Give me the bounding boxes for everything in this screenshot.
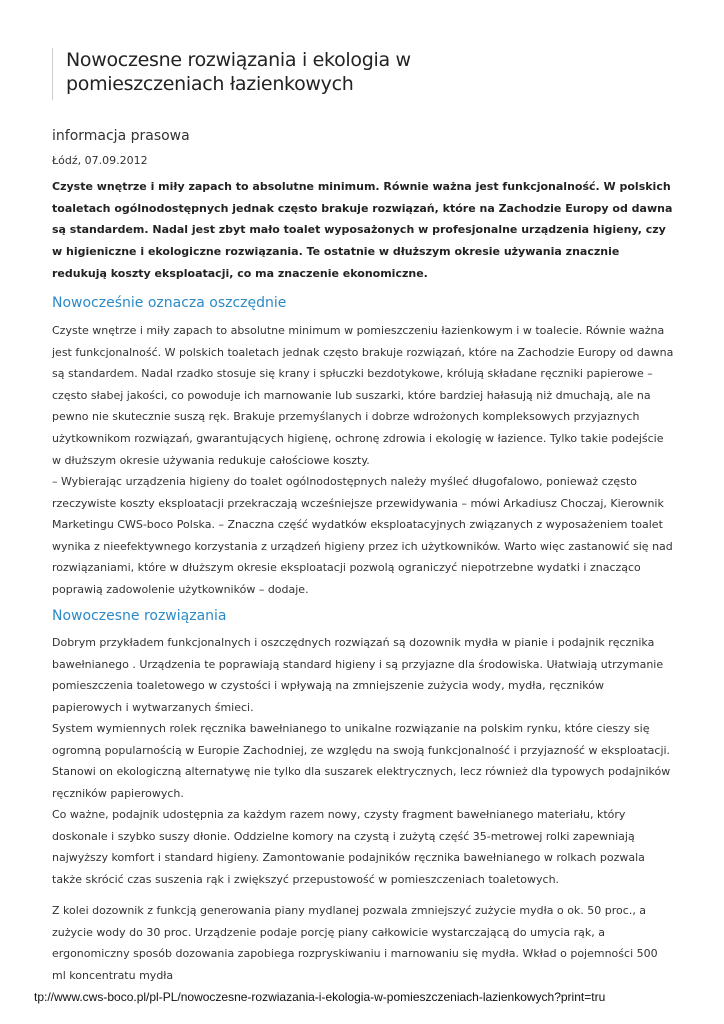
title-line-2: pomieszczeniach łazienkowych bbox=[66, 73, 354, 95]
title-block bbox=[52, 48, 674, 100]
article-date: Łódź, 07.09.2012 bbox=[52, 154, 148, 167]
section-1-paragraph-2: – Wybierając urządzenia higieny do toalet ogólnodostępnych należy myśleć długofalowo, ponieważ często rzeczywiste koszty eksploatacji przekraczają wcześniejsze przewidywania – mówi Arkadiusz Choczaj, Kierownik Marketingu CWS-boco Polska. – Znaczna część wydatków eksploatacyjnych związanych z wyposażeniem toalet wynika z nieefektywnego korzystania z urządzeń higieny przez ich użytkowników. Warto więc zastanowić się nad rozwiązaniami, które w dłuższym okresie eksploatacji pozwolą ograniczyć niepotrzebne wydatki i znacząco poprawią zadowolenie użytkowników – dodaje. bbox=[52, 475, 673, 596]
section-2-paragraph-2: System wymiennych rolek ręcznika bawełnianego to unikalne rozwiązanie na polskim rynku, które cieszy się ogromną popularnością w Europie Zachodniej, ze względu na swoją funkcjonalność i przyjazność w eksploatacji. Stanowi on ekologiczną alternatywę nie tylko dla suszarek elektrycznych, lecz również dla typowych podajników ręczników papierowych. bbox=[52, 722, 671, 800]
section-heading-1: Nowocześnie oznacza oszczędnie bbox=[52, 295, 287, 311]
section-2-paragraph-4: Z kolei dozownik z funkcją generowania piany mydlanej pozwala zmniejszyć zużycie mydła o ok. 50 proc., a zużycie wody do 30 proc. Urządzenie podaje porcję piany całkowicie wystarczającą do umycia rąk, a ergonomiczny sposób dozowania zapobiega rozpryskiwaniu i marnowaniu się mydła. Wkład o pojemności 500 ml koncentratu mydła bbox=[52, 904, 658, 982]
article bbox=[52, 48, 674, 982]
page-title bbox=[66, 48, 674, 96]
section-2-paragraph-1: Dobrym przykładem funkcjonalnych i oszczędnych rozwiązań są dozownik mydła w pianie i podajnik ręcznika bawełnianego . Urządzenia te poprawiają standard higieny i są przyjazne dla środowiska. Ułatwiają utrzymanie pomieszczenia toaletowego w czystości i wpływają na zmniejszenie zużycia wody, mydła, ręczników papierowych i wytwarzanych śmieci. bbox=[52, 636, 664, 714]
article-lead: Czyste wnętrze i miły zapach to absolutne minimum. Równie ważna jest funkcjonalność. W polskich toaletach ogólnodostępnych jednak często brakuje rozwiązań, które na Zachodzie Europy od dawna są standardem. Nadal jest zbyt mało toalet wyposażonych w profesjonalne urządzenia higieny, czy w higieniczne i ekologiczne rozwiązania. Te ostatnie w dłuższym okresie używania znacznie redukują koszty eksploatacji, co ma znaczenie ekonomiczne. bbox=[52, 180, 673, 280]
title-line-1: Nowoczesne rozwiązania i ekologia w bbox=[66, 49, 411, 71]
section-heading-2: Nowoczesne rozwiązania bbox=[52, 608, 227, 624]
section-1-paragraph-1: Czyste wnętrze i miły zapach to absolutne minimum w pomieszczeniu łazienkowym i w toalecie. Równie ważna jest funkcjonalność. W polskich toaletach jednak często brakuje rozwiązań, które na Zachodzie Europy od dawna są standardem. Nadal rzadko stosuje się krany i spłuczki bezdotykowe, królują składane ręczniki papierowe – często słabej jakości, co powoduje ich marnowanie lub suszarki, które bardziej hałasują niż dmuchają, ale na pewno nie skutecznie suszą ręk. Brakuje przemyślanych i dobrze wdrożonych kompleksowych przyjaznych użytkownikom rozwiązań, gwarantujących higienę, ochronę zdrowia i ekologię w łazience. Tylko takie podejście w dłuższym okresie używania redukuje całościowe koszty. bbox=[52, 324, 674, 467]
section-2-paragraph-3: Co ważne, podajnik udostępnia za każdym razem nowy, czysty fragment bawełnianego materiału, który doskonale i szybko suszy dłonie. Oddzielne komory na czystą i zużytą część 35-metrowej rolki zapewniają najwyższy komfort i standard higieny. Zamontowanie podajników ręcznika bawełnianego w rolkach pozwala także skrócić czas suszenia rąk i zwiększyć przepustowość w pomieszczeniach toaletowych. bbox=[52, 808, 645, 886]
print-footer-url: tp://www.cws-boco.pl/pl-PL/nowoczesne-rozwiazania-i-ekologia-w-pomieszczeniach-lazienkowych?print=tru bbox=[34, 990, 606, 1004]
article-subtitle: informacja prasowa bbox=[52, 128, 190, 144]
